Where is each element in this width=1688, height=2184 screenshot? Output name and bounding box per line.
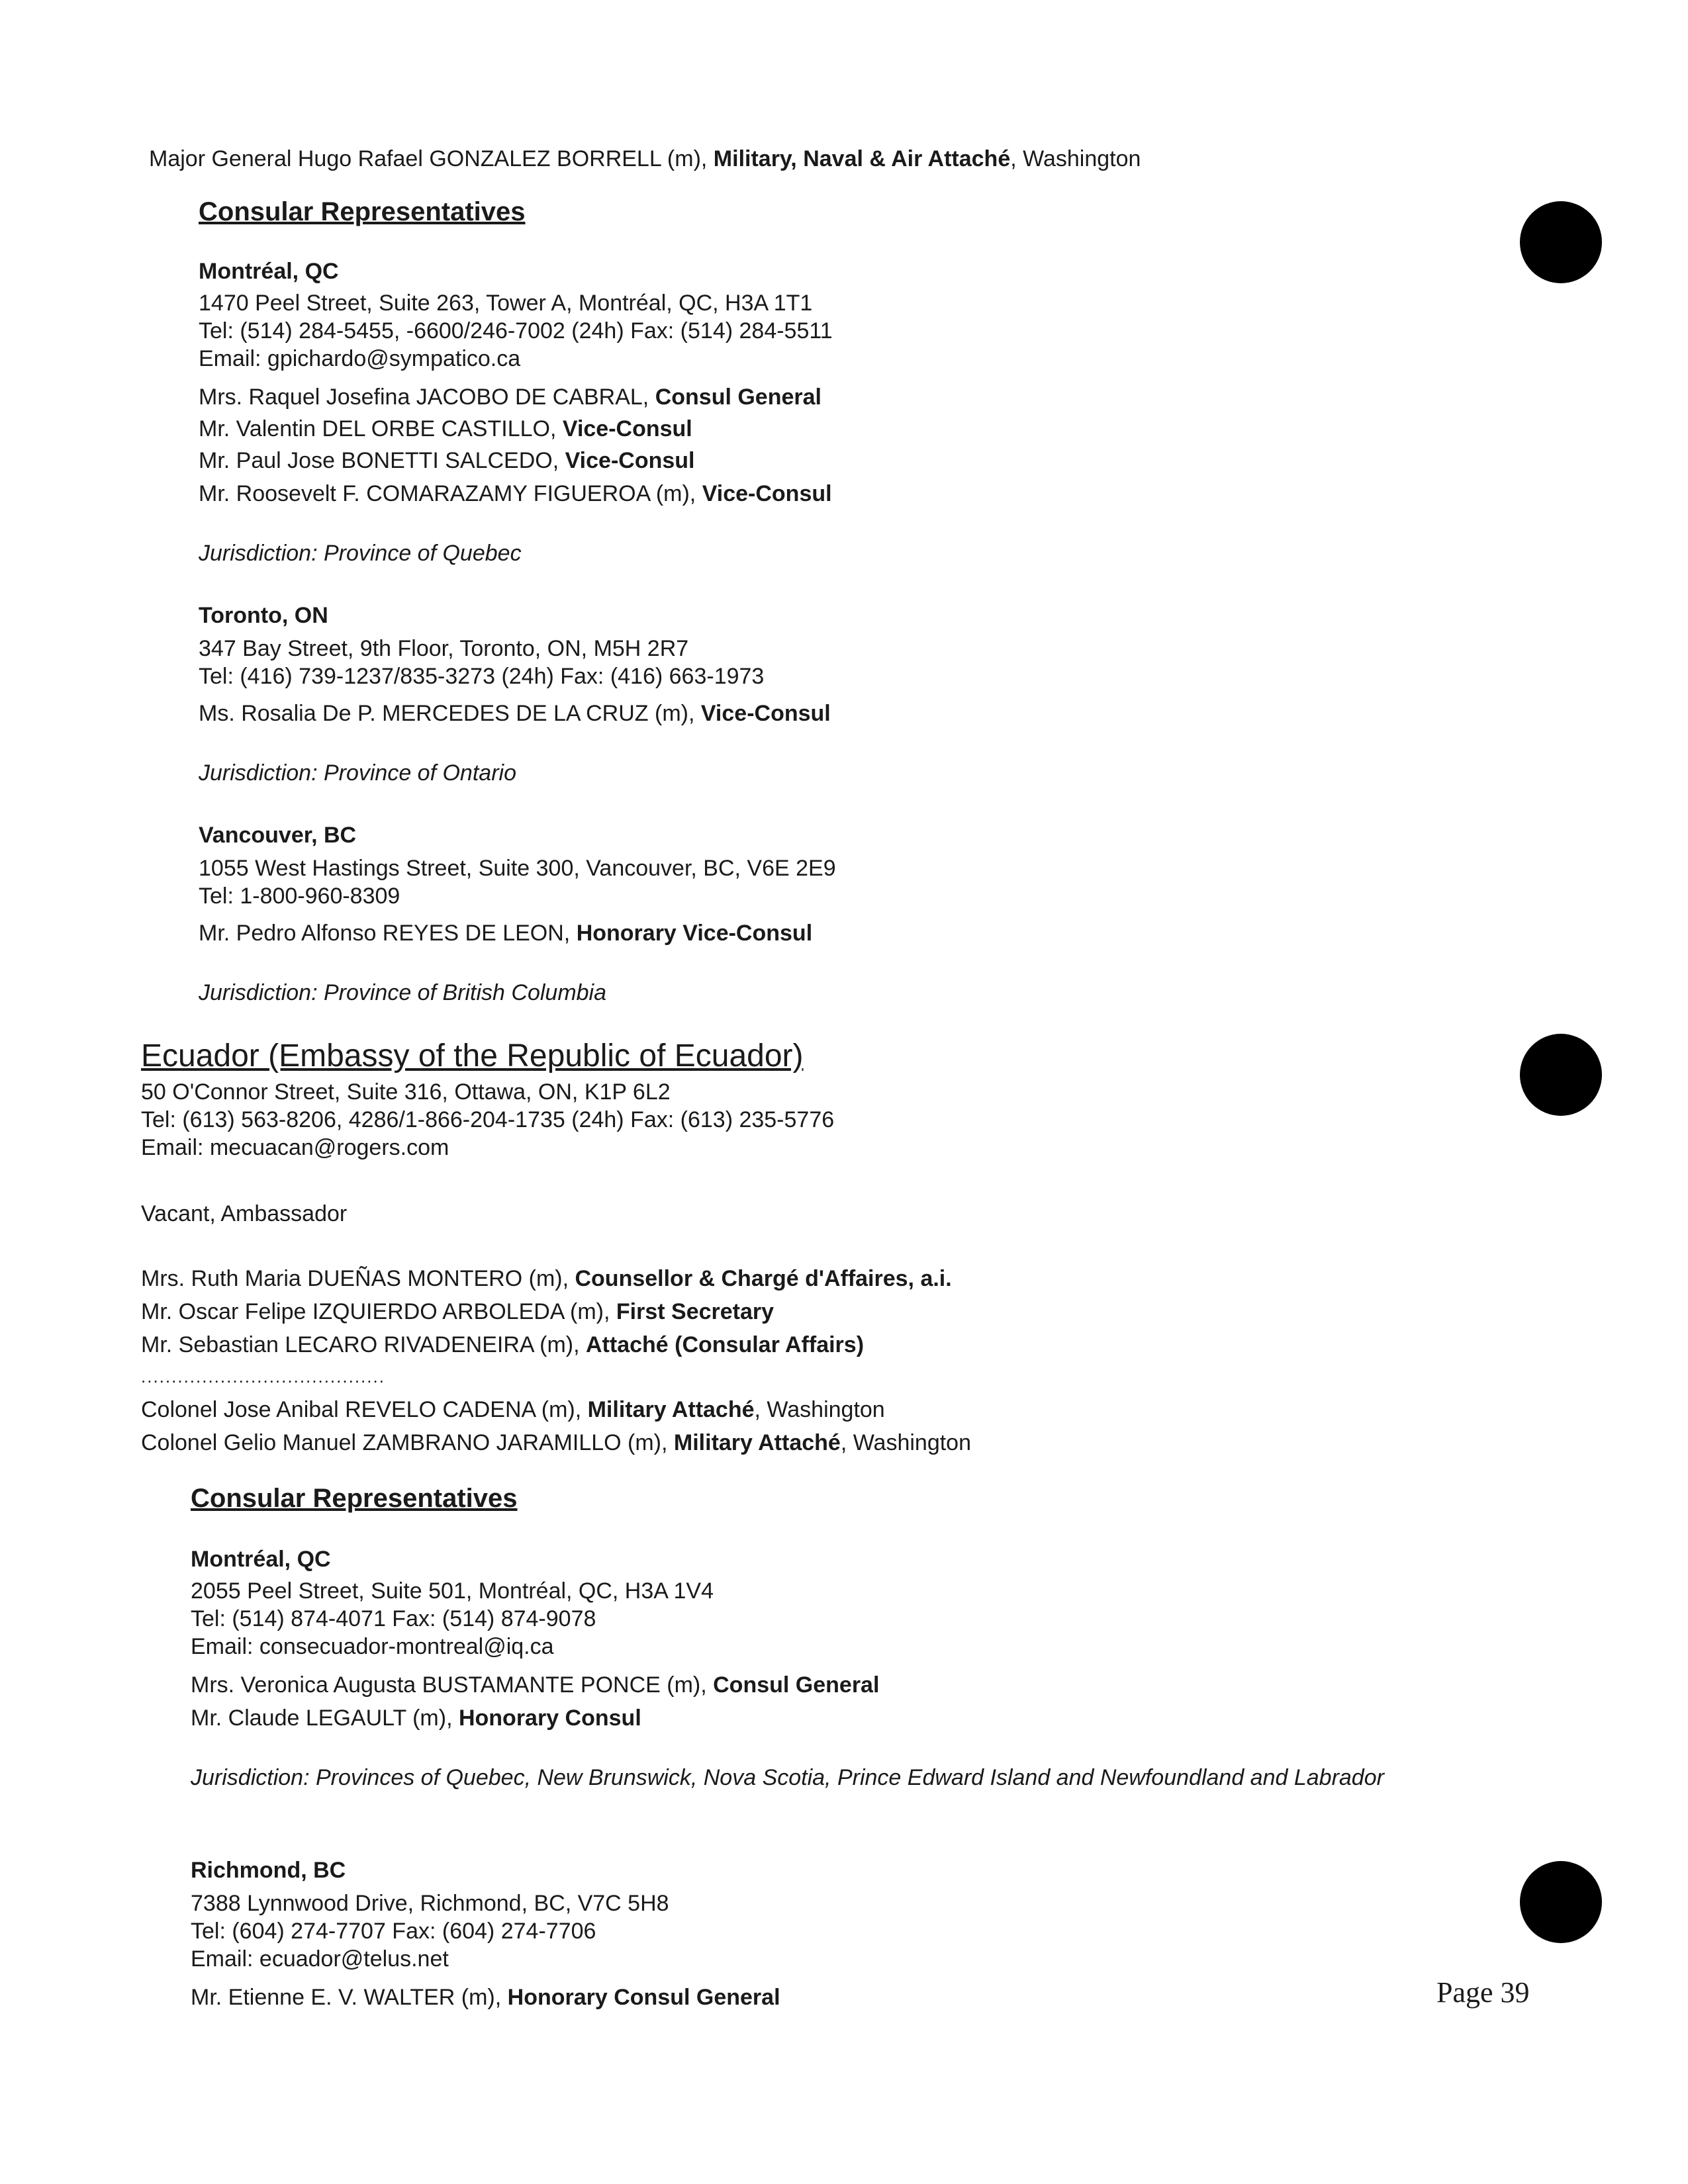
person-line: Mr. Valentin DEL ORBE CASTILLO, Vice-Consul xyxy=(199,416,692,441)
header-attache-line: Major General Hugo Rafael GONZALEZ BORRELL (m), Military, Naval & Air Attaché, Washington xyxy=(149,146,1141,171)
tel-line: Tel: (604) 274-7707 Fax: (604) 274-7706 xyxy=(191,1919,596,1944)
consular-heading: Consular Representatives xyxy=(191,1484,518,1513)
person-line: Mr. Roosevelt F. COMARAZAMY FIGUEROA (m), Vice-Consul xyxy=(199,481,832,506)
city-heading: Toronto, ON xyxy=(199,603,328,628)
person-line: Ms. Rosalia De P. MERCEDES DE LA CRUZ (m), Vice-Consul xyxy=(199,701,831,726)
address-line: 50 O'Connor Street, Suite 316, Ottawa, ON, K1P 6L2 xyxy=(141,1079,671,1105)
jurisdiction-line: Jurisdiction: Province of Ontario xyxy=(199,760,516,786)
tel-line: Tel: (514) 284-5455, -6600/246-7002 (24h) Fax: (514) 284-5511 xyxy=(199,318,833,343)
address-line: 7388 Lynnwood Drive, Richmond, BC, V7C 5H8 xyxy=(191,1891,669,1916)
tel-line: Tel: 1-800-960-8309 xyxy=(199,884,400,909)
tel-line: Tel: (613) 563-8206, 4286/1-866-204-1735 (24h) Fax: (613) 235-5776 xyxy=(141,1107,835,1132)
tel-line: Tel: (416) 739-1237/835-3273 (24h) Fax: (416) 663-1973 xyxy=(199,664,765,689)
jurisdiction-line: Jurisdiction: Province of British Columbia xyxy=(199,980,607,1005)
address-line: 1470 Peel Street, Suite 263, Tower A, Montréal, QC, H3A 1T1 xyxy=(199,291,813,316)
city-heading: Montréal, QC xyxy=(191,1547,331,1572)
city-heading: Montréal, QC xyxy=(199,259,339,284)
email-line: Email: ecuador@telus.net xyxy=(191,1946,449,1972)
page-number: Page 39 xyxy=(1436,1976,1530,2009)
person-line: Mr. Etienne E. V. WALTER (m), Honorary Consul General xyxy=(191,1985,780,2010)
person-line: Mr. Paul Jose BONETTI SALCEDO, Vice-Consul xyxy=(199,448,695,473)
hole-punch-mark xyxy=(1520,1861,1602,1943)
staff-line: Mr. Oscar Felipe IZQUIERDO ARBOLEDA (m), First Secretary xyxy=(141,1299,774,1324)
tel-line: Tel: (514) 874-4071 Fax: (514) 874-9078 xyxy=(191,1606,596,1631)
address-line: 1055 West Hastings Street, Suite 300, Vancouver, BC, V6E 2E9 xyxy=(199,856,836,881)
hole-punch-mark xyxy=(1520,1034,1602,1116)
jurisdiction-line: Jurisdiction: Provinces of Quebec, New Brunswick, Nova Scotia, Prince Edward Island and Newfoundland and Labrador xyxy=(191,1765,1384,1790)
separator-dots: ........................................ xyxy=(141,1367,385,1387)
person-line: Mr. Pedro Alfonso REYES DE LEON, Honorary Vice-Consul xyxy=(199,921,813,946)
email-line: Email: gpichardo@sympatico.ca xyxy=(199,346,521,371)
person-line: Mrs. Veronica Augusta BUSTAMANTE PONCE (m), Consul General xyxy=(191,1672,880,1698)
military-attache-line: Colonel Jose Anibal REVELO CADENA (m), Military Attaché, Washington xyxy=(141,1397,885,1422)
address-line: 2055 Peel Street, Suite 501, Montréal, QC, H3A 1V4 xyxy=(191,1578,714,1604)
staff-line: Mrs. Ruth Maria DUEÑAS MONTERO (m), Counsellor & Chargé d'Affaires, a.i. xyxy=(141,1266,952,1291)
military-attache-line: Colonel Gelio Manuel ZAMBRANO JARAMILLO (m), Military Attaché, Washington xyxy=(141,1430,972,1455)
person-line: Mr. Claude LEGAULT (m), Honorary Consul xyxy=(191,1706,641,1731)
country-heading: Ecuador (Embassy of the Republic of Ecuador) xyxy=(141,1038,804,1073)
jurisdiction-line: Jurisdiction: Province of Quebec xyxy=(199,541,522,566)
city-heading: Vancouver, BC xyxy=(199,823,357,848)
person-line: Mrs. Raquel Josefina JACOBO DE CABRAL, Consul General xyxy=(199,385,821,410)
address-line: 347 Bay Street, 9th Floor, Toronto, ON, M5H 2R7 xyxy=(199,636,689,661)
staff-line: Mr. Sebastian LECARO RIVADENEIRA (m), Attaché (Consular Affairs) xyxy=(141,1332,865,1357)
email-line: Email: mecuacan@rogers.com xyxy=(141,1135,449,1160)
email-line: Email: consecuador-montreal@iq.ca xyxy=(191,1634,554,1659)
consular-heading: Consular Representatives xyxy=(199,197,526,226)
ambassador-line: Vacant, Ambassador xyxy=(141,1201,348,1226)
hole-punch-mark xyxy=(1520,201,1602,283)
city-heading: Richmond, BC xyxy=(191,1858,346,1883)
